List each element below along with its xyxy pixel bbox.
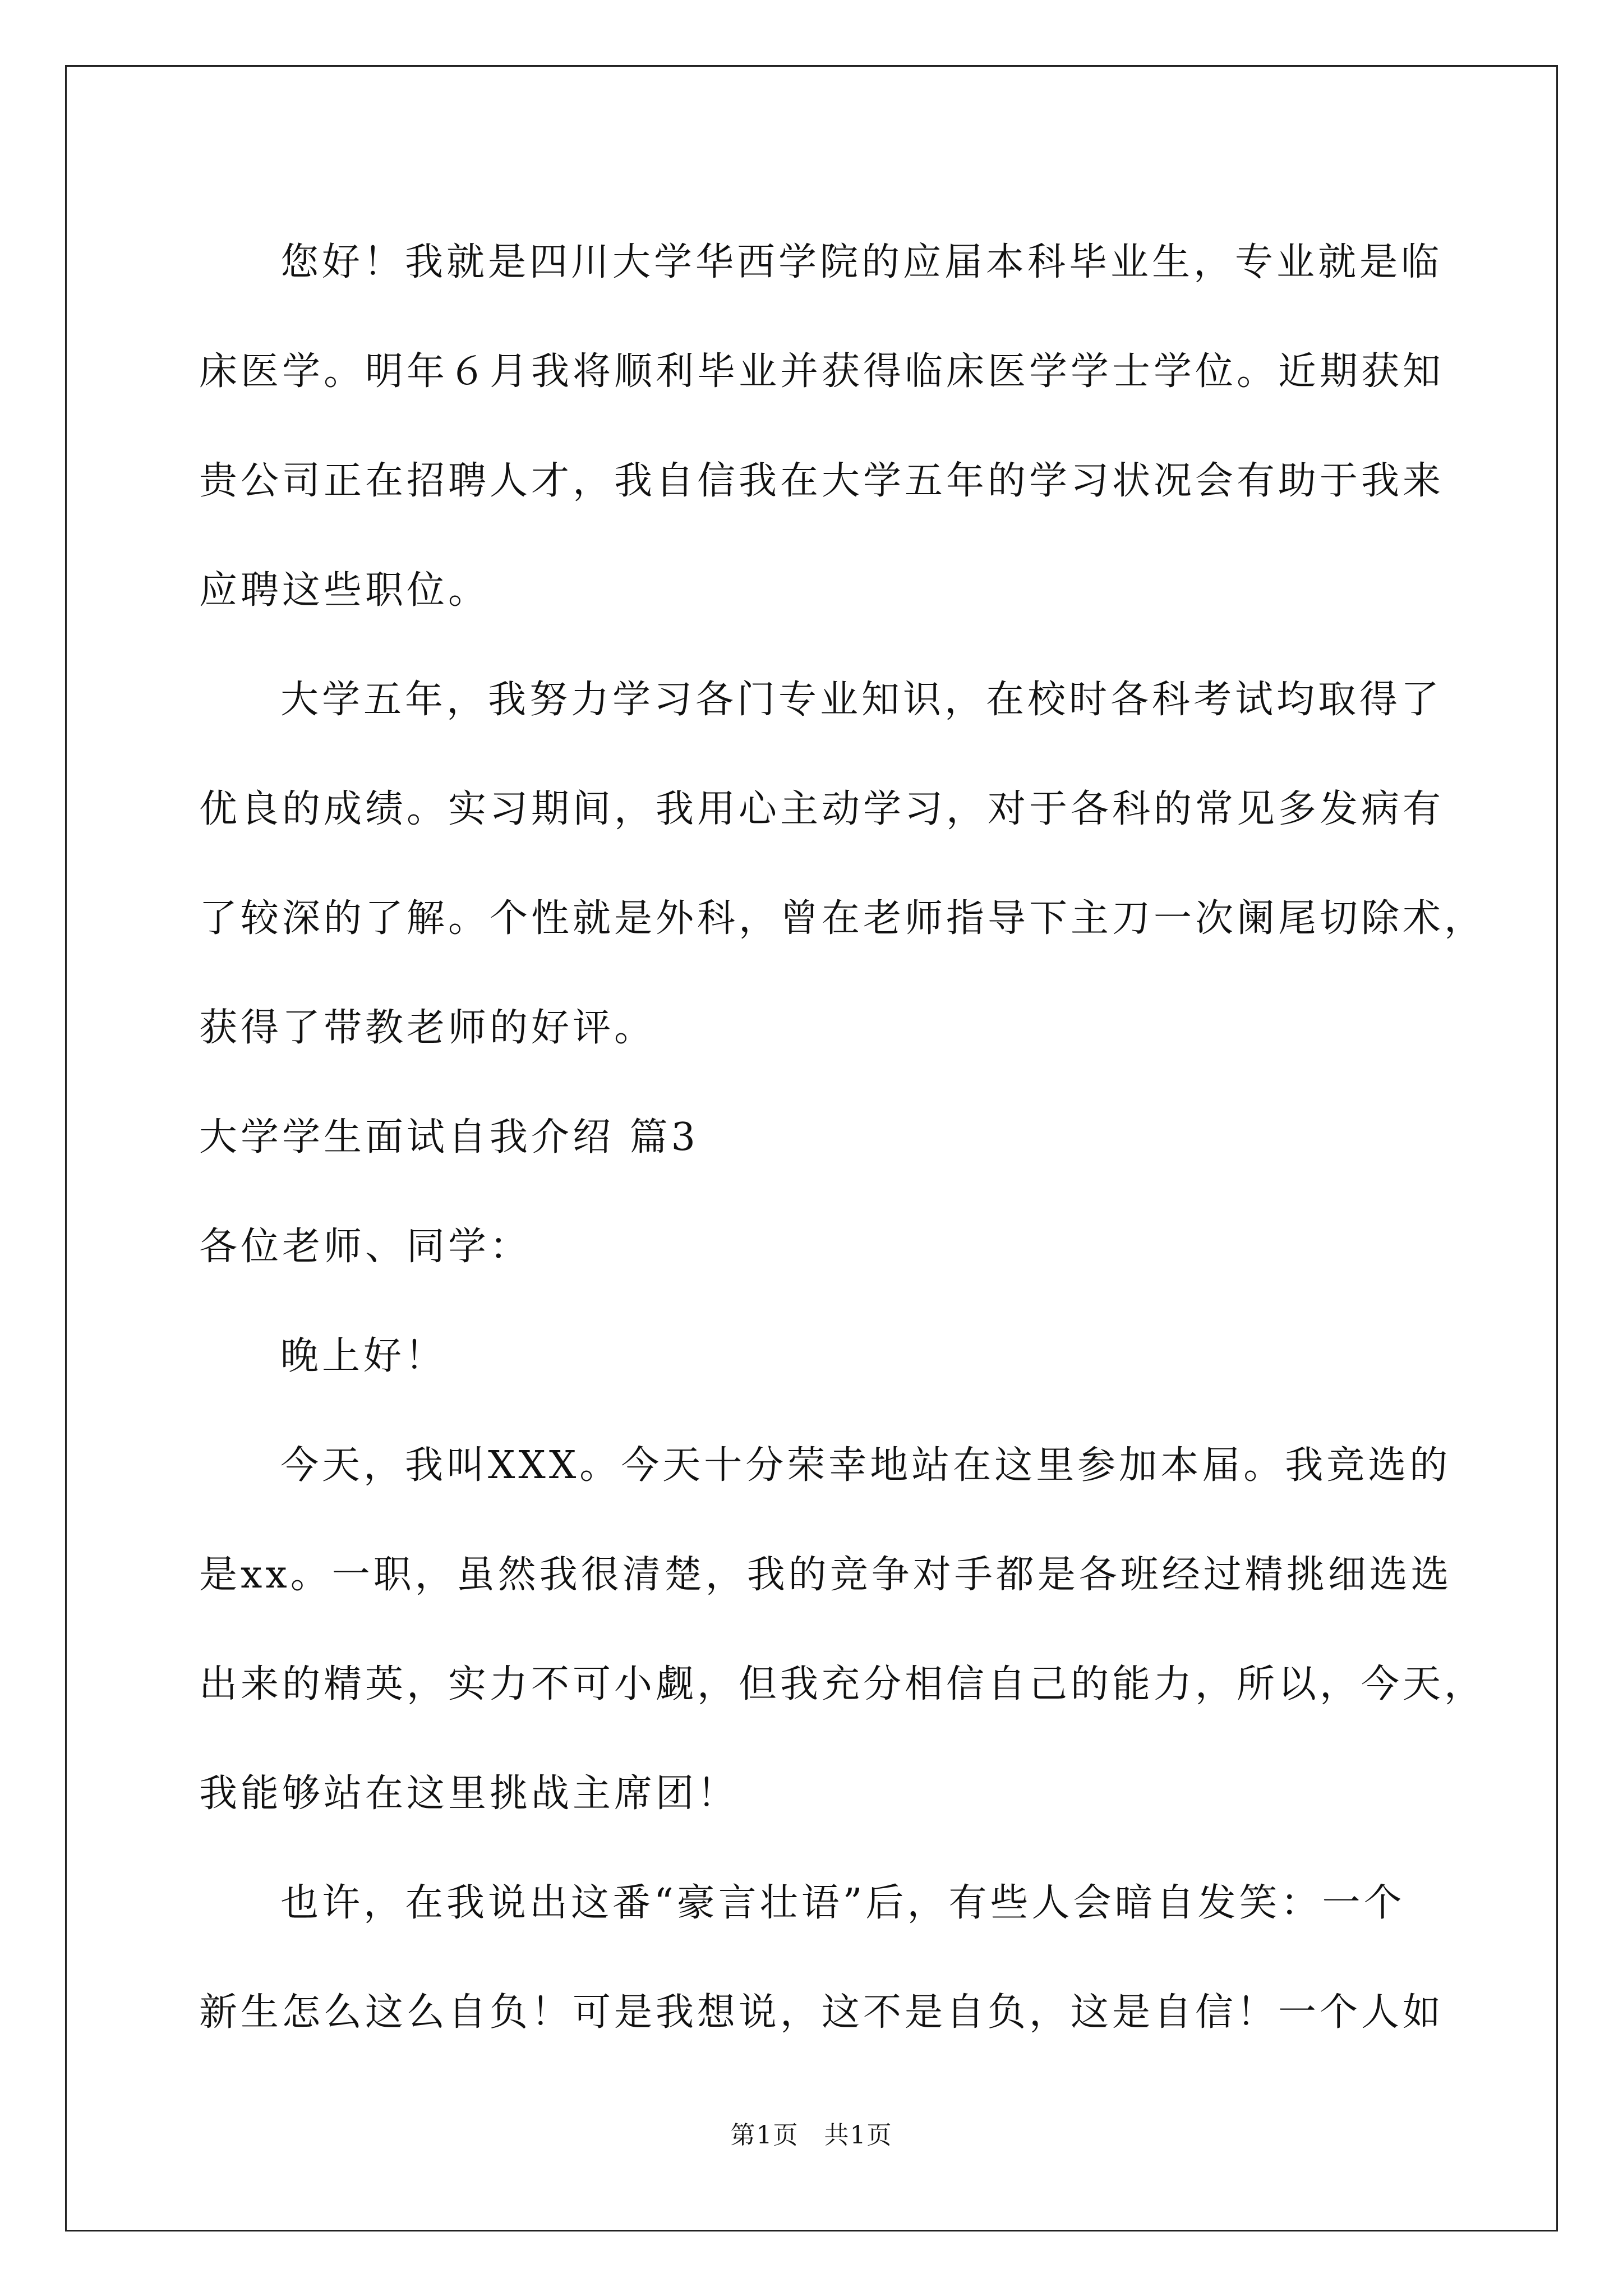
section-heading: 大学学生面试自我介绍 篇3 <box>199 1115 699 1159</box>
text-line: 今天，我叫XXX。今天十分荣幸地站在这里参加本届。我竞选的 <box>280 1443 1451 1488</box>
text-line: 优良的成绩。实习期间，我用心主动学习，对于各科的常见多发病有 <box>199 787 1445 831</box>
text-line: 新生怎么这么自负！可是我想说，这不是自负，这是自信！一个人如 <box>199 1990 1445 2035</box>
text-line: 获得了带教老师的好评。 <box>199 1006 656 1050</box>
text-line: 您好！我就是四川大学华西学院的应届本科毕业生，专业就是临 <box>280 240 1443 284</box>
text-line: 我能够站在这里挑战主席团！ <box>199 1772 739 1816</box>
text-line: 贵公司正在招聘人才，我自信我在大学五年的学习状况会有助于我来 <box>199 459 1445 503</box>
page-number: 第1页 <box>730 2121 799 2150</box>
greeting: 晚上好！ <box>280 1334 447 1378</box>
text-line: 了较深的了解。个性就是外科，曾在老师指导下主刀一次阑尾切除术， <box>199 896 1486 941</box>
page-footer <box>0 2115 1623 2151</box>
text-line: 是xx。一职，虽然我很清楚，我的竞争对手都是各班经过精挑细选选 <box>199 1553 1453 1597</box>
text-line: 出来的精英，实力不可小觑，但我充分相信自己的能力，所以，今天， <box>199 1662 1486 1706</box>
text-line: 床医学。明年６月我将顺利毕业并获得临床医学学士学位。近期获知 <box>199 349 1445 394</box>
text-line: 应聘这些职位。 <box>199 568 490 613</box>
document-body <box>199 208 1486 2067</box>
text-line: 大学五年，我努力学习各门专业知识，在校时各科考试均取得了 <box>280 678 1443 722</box>
text-line: 也许，在我说出这番“豪言壮语”后，有些人会暗自发笑：一个 <box>280 1881 1405 1925</box>
salutation: 各位老师、同学： <box>199 1225 532 1269</box>
page-total: 共1页 <box>824 2121 893 2150</box>
